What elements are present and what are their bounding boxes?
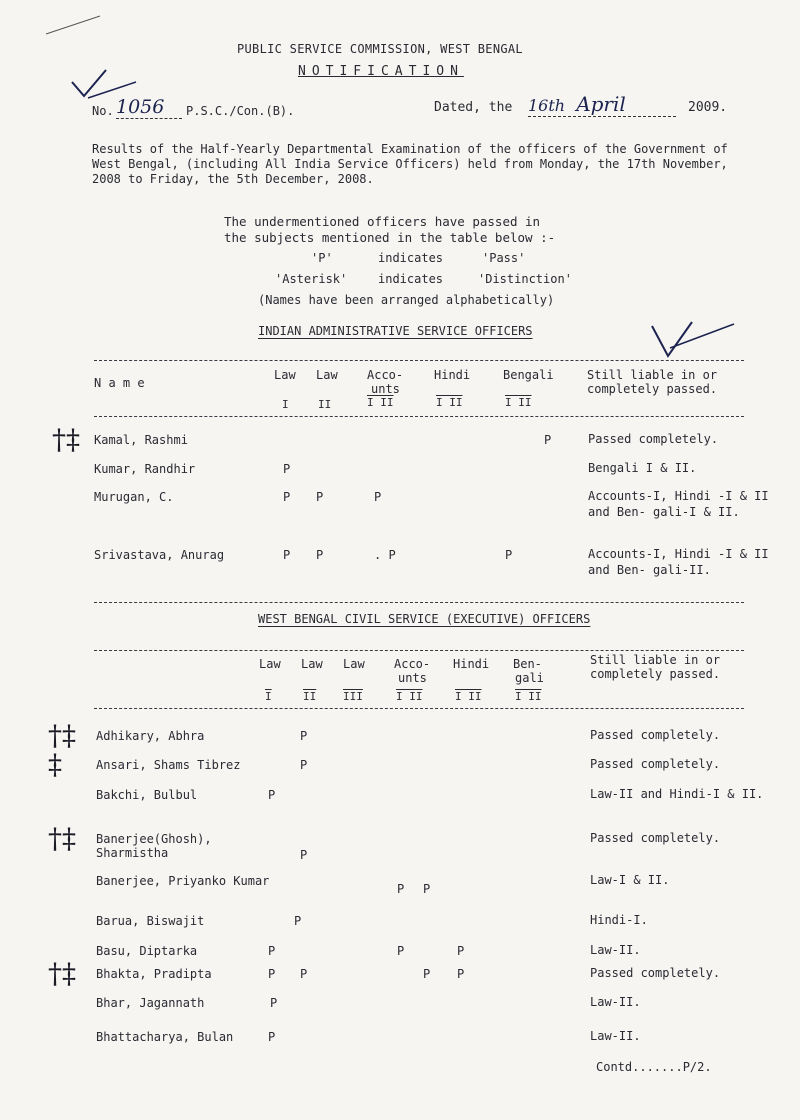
notification-no-suffix: P.S.C./Con.(B). — [186, 104, 295, 118]
officer-name: Kumar, Randhir — [94, 462, 196, 476]
wbcs-header-acc-a: Acco- — [394, 657, 431, 671]
ias-rule-header — [94, 416, 744, 417]
officer-name: Bakchi, Bulbul — [96, 788, 198, 802]
officer-mark: †‡ — [48, 957, 76, 990]
officer-name: Srivastava, Anurag — [94, 548, 225, 562]
wbcs-header-law2-sub: $\overline{II}$ — [303, 690, 317, 703]
pass-mark-acc2: . P — [374, 548, 396, 562]
ias-header-bengali-sub: I II — [505, 396, 532, 409]
liability-status: Accounts-I, Hindi -I & II and Ben- gali-II. — [588, 547, 769, 577]
liability-status: Law-II and Hindi-I & II. — [590, 787, 764, 801]
ias-section-title: INDIAN ADMINISTRATIVE SERVICE OFFICERS — [258, 324, 533, 338]
officer-name: Bhattacharya, Bulan — [96, 1030, 234, 1044]
legend-asterisk-val: 'Distinction' — [478, 272, 572, 286]
wbcs-header-ben-sub: I II — [515, 690, 542, 703]
officer-name: Bhakta, Pradipta — [96, 967, 212, 981]
ias-header-hindi: Hindi — [434, 368, 471, 382]
wbcs-header-law1: Law — [259, 657, 281, 671]
ias-header-acc-sub: I II — [367, 396, 394, 409]
wbcs-header-status-b: completely passed. — [590, 667, 721, 681]
pass-mark-law1: P — [270, 996, 278, 1010]
liability-status: Law-II. — [590, 995, 641, 1009]
legend-line-1: The undermentioned officers have passed in — [224, 214, 541, 229]
pass-mark-ben2: P — [544, 433, 552, 447]
officer-mark: †‡ — [48, 822, 76, 855]
officer-mark: †‡ — [48, 719, 76, 752]
wbcs-header-ben-b: gali — [515, 671, 544, 685]
officer-mark: ‡ — [48, 748, 62, 781]
liability-status: Accounts-I, Hindi -I & II and Ben- gali-I & II. — [588, 489, 769, 519]
pass-mark-hin2: P — [457, 967, 465, 981]
liability-status: Passed completely. — [590, 966, 721, 980]
officer-name: Adhikary, Abhra — [96, 729, 205, 743]
ias-rule-top — [94, 360, 744, 361]
liability-status: Law-II. — [590, 1029, 641, 1043]
pass-mark-acc2: P — [423, 967, 431, 981]
legend-line-2: the subjects mentioned in the table below :- — [224, 230, 556, 245]
dated-day — [528, 92, 676, 117]
dated-label: Dated, the — [434, 100, 513, 115]
dated-year: 2009. — [688, 100, 728, 115]
pass-mark-law1: P — [283, 548, 291, 562]
wbcs-header-acc-sub: I II — [396, 690, 423, 703]
wbcs-header-law1-sub: $\overline{I}$ — [265, 690, 272, 703]
pass-mark-law2: P — [300, 758, 308, 772]
wbcs-section-title: WEST BENGAL CIVIL SERVICE (EXECUTIVE) OFFICERS — [258, 612, 591, 626]
ias-header-acc-b: unts — [371, 382, 400, 396]
intro-paragraph: Results of the Half-Yearly Departmental Examination of the officers of the Government of West Bengal, (including All India Service Officers) held from Monday, the 17th November, 2008 to Friday, the 5th December, 2008. — [92, 142, 728, 186]
officer-name: Barua, Biswajit — [96, 914, 205, 928]
officer-name: Kamal, Rashmi — [94, 433, 188, 447]
wbcs-rule-header — [94, 708, 744, 709]
wbcs-header-hindi: Hindi — [453, 657, 490, 671]
pass-mark-law2: P — [300, 848, 308, 862]
pass-mark-law2: P — [294, 914, 302, 928]
dated-day-value: 16th — [528, 96, 566, 115]
pen-tick-ias — [648, 318, 738, 364]
liability-status: Law-II. — [590, 943, 641, 957]
doc-type-title: NOTIFICATION — [298, 64, 464, 79]
continued-note: Contd.......P/2. — [596, 1060, 712, 1074]
pass-mark-law2: P — [300, 729, 308, 743]
liability-status: Bengali I & II. — [588, 461, 697, 475]
liability-status: Hindi-I. — [590, 913, 648, 927]
legend-p-val: 'Pass' — [482, 251, 526, 265]
notification-no-prefix: No. — [92, 104, 114, 118]
legend-p-mid: indicates — [378, 251, 444, 265]
ias-header-name: N a m e — [94, 376, 145, 390]
pass-mark-acc1: P — [397, 944, 405, 958]
pass-mark-law2: P — [316, 490, 324, 504]
pass-mark-law1: P — [283, 462, 291, 476]
ias-header-law2-sub: II — [318, 398, 332, 411]
ias-header-law1-sub: I — [282, 398, 289, 411]
wbcs-header-law3: Law — [343, 657, 365, 671]
dated-month: April — [576, 92, 626, 116]
pass-mark-law1: P — [283, 490, 291, 504]
officer-name: Ansari, Shams Tibrez — [96, 758, 241, 772]
wbcs-header-hindi-sub: I II — [455, 690, 482, 703]
liability-status: Law-I & II. — [590, 873, 670, 887]
ias-header-bengali: Bengali — [503, 368, 554, 382]
pass-mark-acc2: P — [423, 882, 431, 896]
officer-name: Banerjee(Ghosh), Sharmistha — [96, 832, 212, 860]
legend-p-key: 'P' — [311, 251, 333, 265]
pass-mark-law1: P — [268, 967, 276, 981]
pass-mark-law2: P — [300, 967, 308, 981]
wbcs-header-acc-b: unts — [398, 671, 427, 685]
pass-mark-law1: P — [268, 944, 276, 958]
pass-mark-law1: P — [268, 788, 276, 802]
officer-name: Basu, Diptarka — [96, 944, 198, 958]
ias-header-status-a: Still liable in or — [587, 368, 718, 382]
pass-mark-ben1: P — [505, 548, 513, 562]
org-name: PUBLIC SERVICE COMMISSION, WEST BENGAL — [237, 42, 523, 56]
ias-header-law2: Law — [316, 368, 338, 382]
pass-mark-law1: P — [268, 1030, 276, 1044]
wbcs-header-status-a: Still liable in or — [590, 653, 721, 667]
officer-mark: †‡ — [52, 423, 80, 456]
wbcs-header-ben-a: Ben- — [513, 657, 542, 671]
wbcs-rule-top — [94, 650, 744, 651]
pass-mark-acc2: P — [374, 490, 382, 504]
ias-rule-bottom — [94, 602, 744, 603]
wbcs-header-law2: Law — [301, 657, 323, 671]
officer-name: Bhar, Jagannath — [96, 996, 205, 1010]
legend-asterisk-mid: indicates — [378, 272, 444, 286]
liability-status: Passed completely. — [590, 831, 721, 845]
liability-status: Passed completely. — [588, 432, 719, 446]
pass-mark-law2: P — [316, 548, 324, 562]
notification-no-value: 1056 — [116, 96, 182, 119]
pen-mark-corner — [44, 14, 104, 38]
ias-header-status-b: completely passed. — [587, 382, 718, 396]
wbcs-header-law3-sub: $\overline{III}$ — [343, 690, 363, 703]
officer-name: Banerjee, Priyanko Kumar — [96, 874, 270, 888]
officer-name: Murugan, C. — [94, 490, 174, 504]
pass-mark-acc1: P — [397, 882, 405, 896]
legend-note: (Names have been arranged alphabetically) — [258, 293, 555, 307]
ias-header-acc-a: Acco- — [367, 368, 404, 382]
liability-status: Passed completely. — [590, 728, 721, 742]
ias-header-hindi-sub: I II — [436, 396, 463, 409]
pass-mark-hin2: P — [457, 944, 465, 958]
liability-status: Passed completely. — [590, 757, 721, 771]
legend-asterisk-key: 'Asterisk' — [275, 272, 348, 286]
ias-header-law1: Law — [274, 368, 296, 382]
